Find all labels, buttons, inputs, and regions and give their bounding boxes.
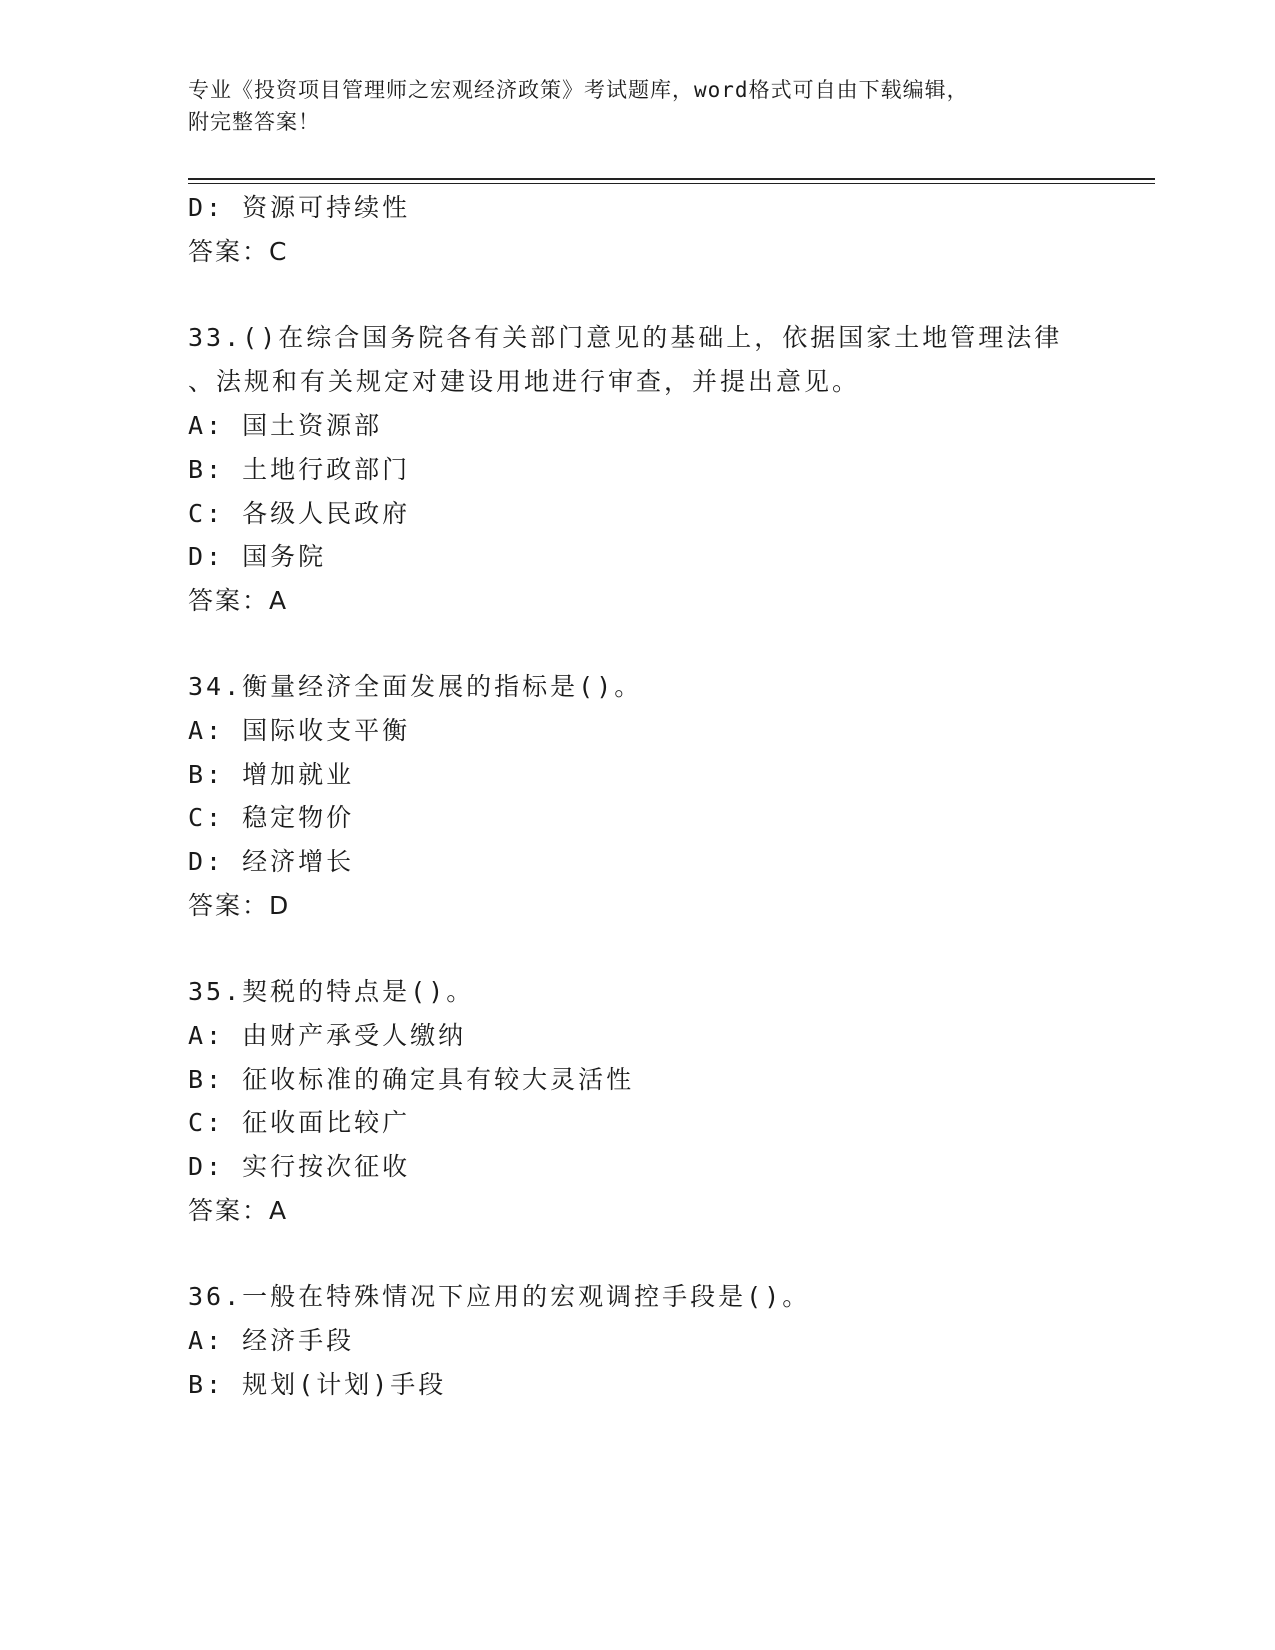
header-line-1: 专业《投资项目管理师之宏观经济政策》考试题库，word格式可自由下载编辑， xyxy=(188,78,969,102)
option-d: D: 资源可持续性 xyxy=(188,193,411,222)
question-33-line-2: 、法规和有关规定对建设用地进行审查，并提出意见。 xyxy=(188,367,861,396)
answer-line: 答案：D xyxy=(188,891,291,920)
option-d: D: 经济增长 xyxy=(188,847,355,876)
option-d: D: 实行按次征收 xyxy=(188,1152,411,1181)
option-a: A: 由财产承受人缴纳 xyxy=(188,1021,467,1050)
question-35: 35.契税的特点是()。 xyxy=(188,977,475,1006)
header-line-2: 附完整答案！ xyxy=(188,110,320,134)
header-divider-thick xyxy=(188,178,1155,180)
option-a: A: 国际收支平衡 xyxy=(188,716,411,745)
question-36: 36.一般在特殊情况下应用的宏观调控手段是()。 xyxy=(188,1282,811,1311)
option-a: A: 国土资源部 xyxy=(188,411,383,440)
option-a: A: 经济手段 xyxy=(188,1326,355,1355)
option-b: B: 规划(计划)手段 xyxy=(188,1370,447,1399)
option-b: B: 征收标准的确定具有较大灵活性 xyxy=(188,1065,635,1094)
option-b: B: 土地行政部门 xyxy=(188,455,411,484)
header-divider-thin xyxy=(188,183,1155,184)
option-c: C: 各级人民政府 xyxy=(188,499,411,528)
option-c: C: 征收面比较广 xyxy=(188,1108,411,1137)
question-34: 34.衡量经济全面发展的指标是()。 xyxy=(188,672,643,701)
answer-line: 答案：C xyxy=(188,237,289,266)
question-33-line-1: 33.()在综合国务院各有关部门意见的基础上，依据国家土地管理法律 xyxy=(188,323,1063,352)
option-b: B: 增加就业 xyxy=(188,760,355,789)
option-c: C: 稳定物价 xyxy=(188,803,355,832)
answer-line: 答案：A xyxy=(188,586,289,615)
answer-line: 答案：A xyxy=(188,1196,289,1225)
option-d: D: 国务院 xyxy=(188,542,327,571)
document-header xyxy=(188,74,1088,138)
